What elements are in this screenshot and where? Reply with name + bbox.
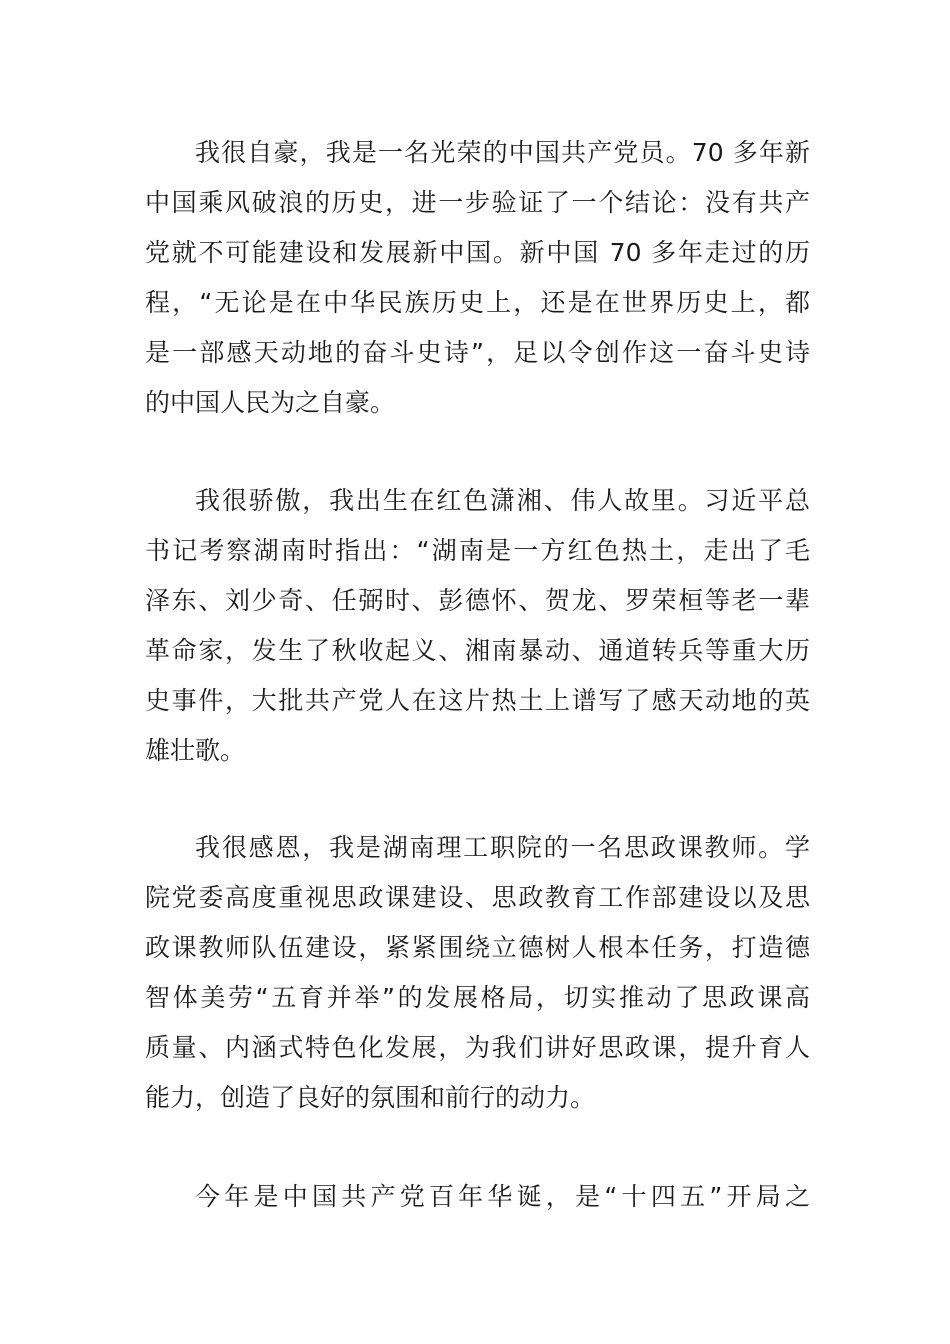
paragraph-line: 程，“无论是在中华民族历史上，还是在世界历史上，都: [145, 288, 810, 317]
paragraph-line: 书记考察湖南时指出：“湖南是一方红色热土，走出了毛: [145, 536, 810, 565]
paragraph-line: 史事件，大批共产党人在这片热土上谱写了感天动地的英: [145, 686, 810, 715]
paragraph-proud: [145, 128, 810, 428]
paragraph-line: 的中国人民为之自豪。: [145, 388, 396, 417]
paragraph-line: 智体美劳“五育并举”的发展格局，切实推动了思政课高: [145, 983, 810, 1012]
paragraph-pride: [145, 476, 810, 776]
paragraph-line: 革命家，发生了秋收起义、湘南暴动、通道转兵等重大历: [145, 636, 810, 665]
paragraph-line: 我很感恩，我是湖南理工职院的一名思政课教师。学: [195, 833, 810, 862]
paragraph-centenary: [145, 1172, 810, 1222]
paragraph-line: 我很自豪，我是一名光荣的中国共产党员。70 多年新: [195, 138, 810, 167]
paragraph-line: 是一部感天动地的奋斗史诗”，足以令创作这一奋斗史诗: [145, 338, 810, 367]
paragraph-line: 院党委高度重视思政课建设、思政教育工作部建设以及思: [145, 883, 810, 912]
paragraph-line: 党就不可能建设和发展新中国。新中国 70 多年走过的历: [145, 238, 810, 267]
paragraph-line: 我很骄傲，我出生在红色潇湘、伟人故里。习近平总: [195, 486, 810, 515]
paragraph-line: 泽东、刘少奇、任弼时、彭德怀、贺龙、罗荣桓等老一辈: [145, 586, 810, 615]
paragraph-line: 质量、内涵式特色化发展，为我们讲好思政课，提升育人: [145, 1033, 810, 1062]
paragraph-line: 能力，创造了良好的氛围和前行的动力。: [145, 1083, 596, 1112]
paragraph-line: 今年是中国共产党百年华诞，是“十四五”开局之: [195, 1182, 810, 1211]
paragraph-line: 中国乘风破浪的历史，进一步验证了一个结论：没有共产: [145, 188, 810, 217]
paragraph-line: 政课教师队伍建设，紧紧围绕立德树人根本任务，打造德: [145, 933, 810, 962]
paragraph-gratitude: [145, 823, 810, 1123]
paragraph-line: 雄壮歌。: [145, 736, 246, 765]
